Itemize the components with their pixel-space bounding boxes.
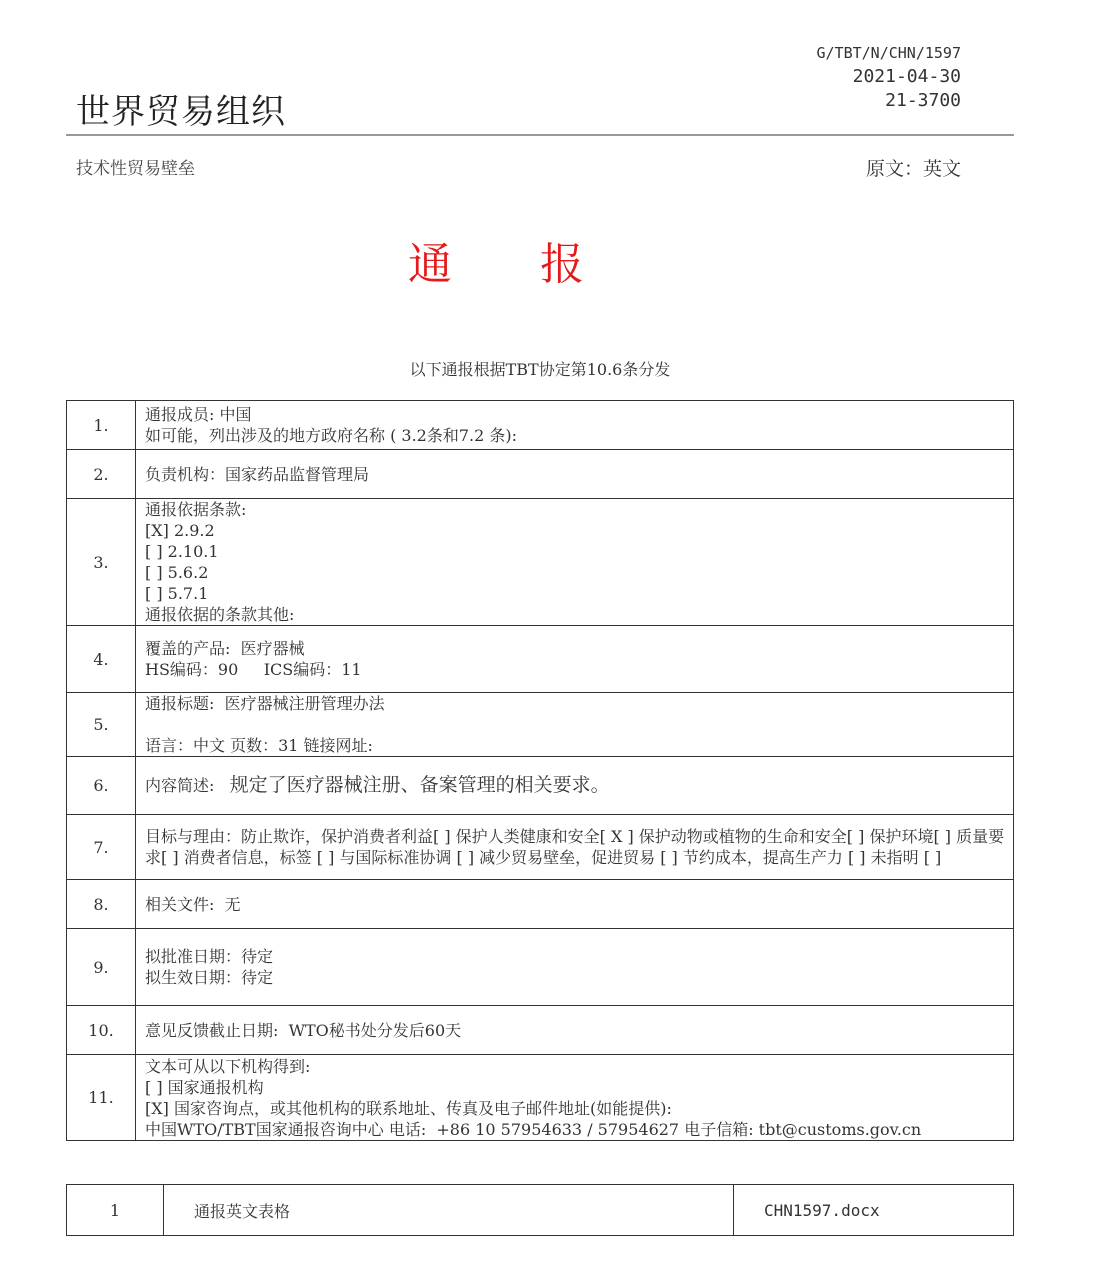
committee-name: 技术性贸易壁垒 xyxy=(76,159,195,179)
row-line: 中国WTO/TBT国家通报咨询中心 电话: +86 10 57954633 / 57954627 电子信箱: tbt@customs.gov.cn xyxy=(145,1119,922,1139)
row-line: [X] 2.9.2 xyxy=(145,521,215,540)
notification-row xyxy=(67,499,1014,626)
notification-title: 通报 xyxy=(408,239,672,290)
row-number: 8. xyxy=(67,880,136,929)
document-date: 2021-04-30 xyxy=(852,66,961,87)
row-number: 11. xyxy=(67,1055,136,1141)
notification-row xyxy=(67,1055,1014,1141)
row-content xyxy=(136,626,1014,693)
row-line: 覆盖的产品: 医疗器械 xyxy=(145,639,305,658)
row-number: 10. xyxy=(67,1006,136,1055)
row-number: 4. xyxy=(67,626,136,693)
notification-row xyxy=(67,880,1014,929)
row-line: [ ] 国家通报机构 xyxy=(145,1077,264,1097)
row-number: 7. xyxy=(67,815,136,880)
notification-row xyxy=(67,693,1014,757)
row-line: [ ] 5.6.2 xyxy=(145,563,209,582)
notification-row xyxy=(67,450,1014,499)
organization-name: 世界贸易组织 xyxy=(76,92,286,132)
row-line: [ ] 2.10.1 xyxy=(145,542,219,561)
row-number: 3. xyxy=(67,499,136,626)
row-number: 2. xyxy=(67,450,136,499)
row-content xyxy=(136,450,1014,499)
row-line: 文本可从以下机构得到: xyxy=(145,1056,311,1076)
attachment-table xyxy=(66,1184,1014,1236)
summary-label: 内容简述: xyxy=(145,776,215,795)
attachment-description: 通报英文表格 xyxy=(164,1185,734,1236)
row-content xyxy=(136,880,1014,929)
attachment-file-link[interactable]: CHN1597.docx xyxy=(734,1185,1014,1236)
notification-row xyxy=(67,929,1014,1006)
row-line: 拟批准日期：待定 xyxy=(145,947,274,966)
row-number: 1. xyxy=(67,401,136,450)
row-line: HS编码：90 ICS编码：11 xyxy=(145,660,362,679)
row-content xyxy=(136,693,1014,757)
row-line xyxy=(145,714,1013,735)
row-line: 如可能，列出涉及的地方政府名称 ( 3.2条和7.2 条): xyxy=(145,426,518,445)
row-content xyxy=(136,815,1014,880)
row-line: 负责机构：国家药品监督管理局 xyxy=(145,464,370,484)
row-line: 拟生效日期：待定 xyxy=(145,968,274,987)
row-line: 意见反馈截止日期: WTO秘书处分发后60天 xyxy=(145,1020,462,1040)
objective-text: 目标与理由：防止欺诈，保护消费者利益[ ] 保护人类健康和安全[ X ] 保护动物或植物的生命和安全[ ] 保护环境[ ] 质量要求[ ] 消费者信息，标签 [ ] 与国际标准协调 [ ] 减少贸易壁垒，促进贸易 [ ] 节约成本，提高生产力 [ ] 未指明 [ ] xyxy=(145,827,1005,867)
row-line: 相关文件: 无 xyxy=(145,894,241,914)
row-content xyxy=(136,499,1014,626)
original-language: 原文：英文 xyxy=(865,158,961,180)
distribution-note: 以下通报根据TBT协定第10.6条分发 xyxy=(409,360,671,379)
attachment-row xyxy=(67,1185,1014,1236)
row-number: 6. xyxy=(67,757,136,815)
row-line: 通报依据的条款其他: xyxy=(145,605,295,624)
row-line: 通报标题: 医疗器械注册管理办法 xyxy=(145,694,385,713)
row-content xyxy=(136,401,1014,450)
row-line: [ ] 5.7.1 xyxy=(145,584,209,603)
notification-table xyxy=(66,400,1014,1141)
row-line: [X] 国家咨询点，或其他机构的联系地址、传真及电子邮件地址(如能提供): xyxy=(145,1098,672,1118)
row-number: 9. xyxy=(67,929,136,1006)
notification-row xyxy=(67,1006,1014,1055)
row-number: 5. xyxy=(67,693,136,757)
row-line: 语言：中文 页数：31 链接网址: xyxy=(145,736,373,755)
notification-row xyxy=(67,401,1014,450)
summary-text: 规定了医疗器械注册、备案管理的相关要求。 xyxy=(229,774,610,796)
notification-row xyxy=(67,757,1014,815)
row-content xyxy=(136,757,1014,815)
row-content xyxy=(136,929,1014,1006)
document-symbol: G/TBT/N/CHN/1597 xyxy=(816,44,961,62)
notification-row xyxy=(67,626,1014,693)
notification-row xyxy=(67,815,1014,880)
row-content xyxy=(136,1006,1014,1055)
row-line: 通报依据条款: xyxy=(145,500,247,519)
attachment-index: 1 xyxy=(67,1185,164,1236)
header-divider xyxy=(66,134,1014,136)
row-content xyxy=(136,1055,1014,1141)
document-number: 21-3700 xyxy=(885,90,961,111)
row-line: 通报成员: 中国 xyxy=(145,405,252,424)
